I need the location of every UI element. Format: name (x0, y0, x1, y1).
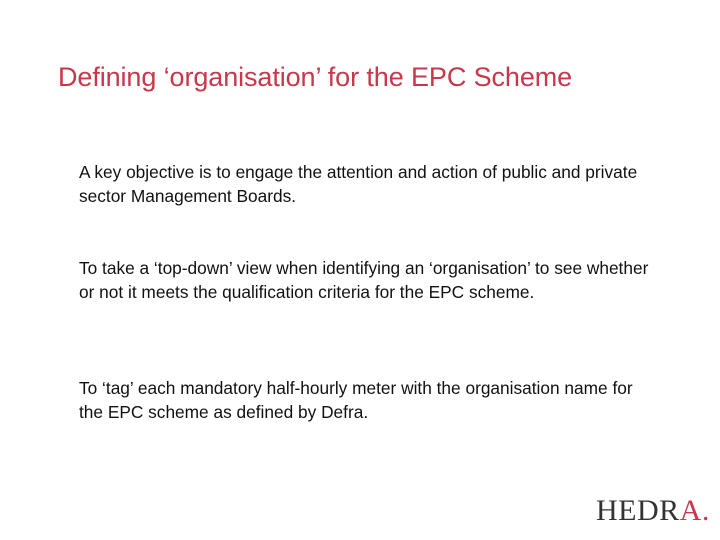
logo-text-accent: A. (679, 494, 710, 527)
slide-title: Defining ‘organisation’ for the EPC Scheme (58, 62, 573, 92)
objective-paragraph-1: A key objective is to engage the attention and action of public and private sector Management Boards. (79, 162, 638, 206)
logo-text-main: HEDR (596, 494, 680, 527)
objective-paragraph-2: To take a ‘top-down’ view when identifying an ‘organisation’ to see whether or not it meets the qualification criteria for the EPC scheme. (79, 258, 649, 302)
hedra-logo (596, 496, 710, 526)
objective-paragraph-3: To ‘tag’ each mandatory half-hourly meter with the organisation name for the EPC scheme as defined by Defra. (79, 378, 633, 422)
